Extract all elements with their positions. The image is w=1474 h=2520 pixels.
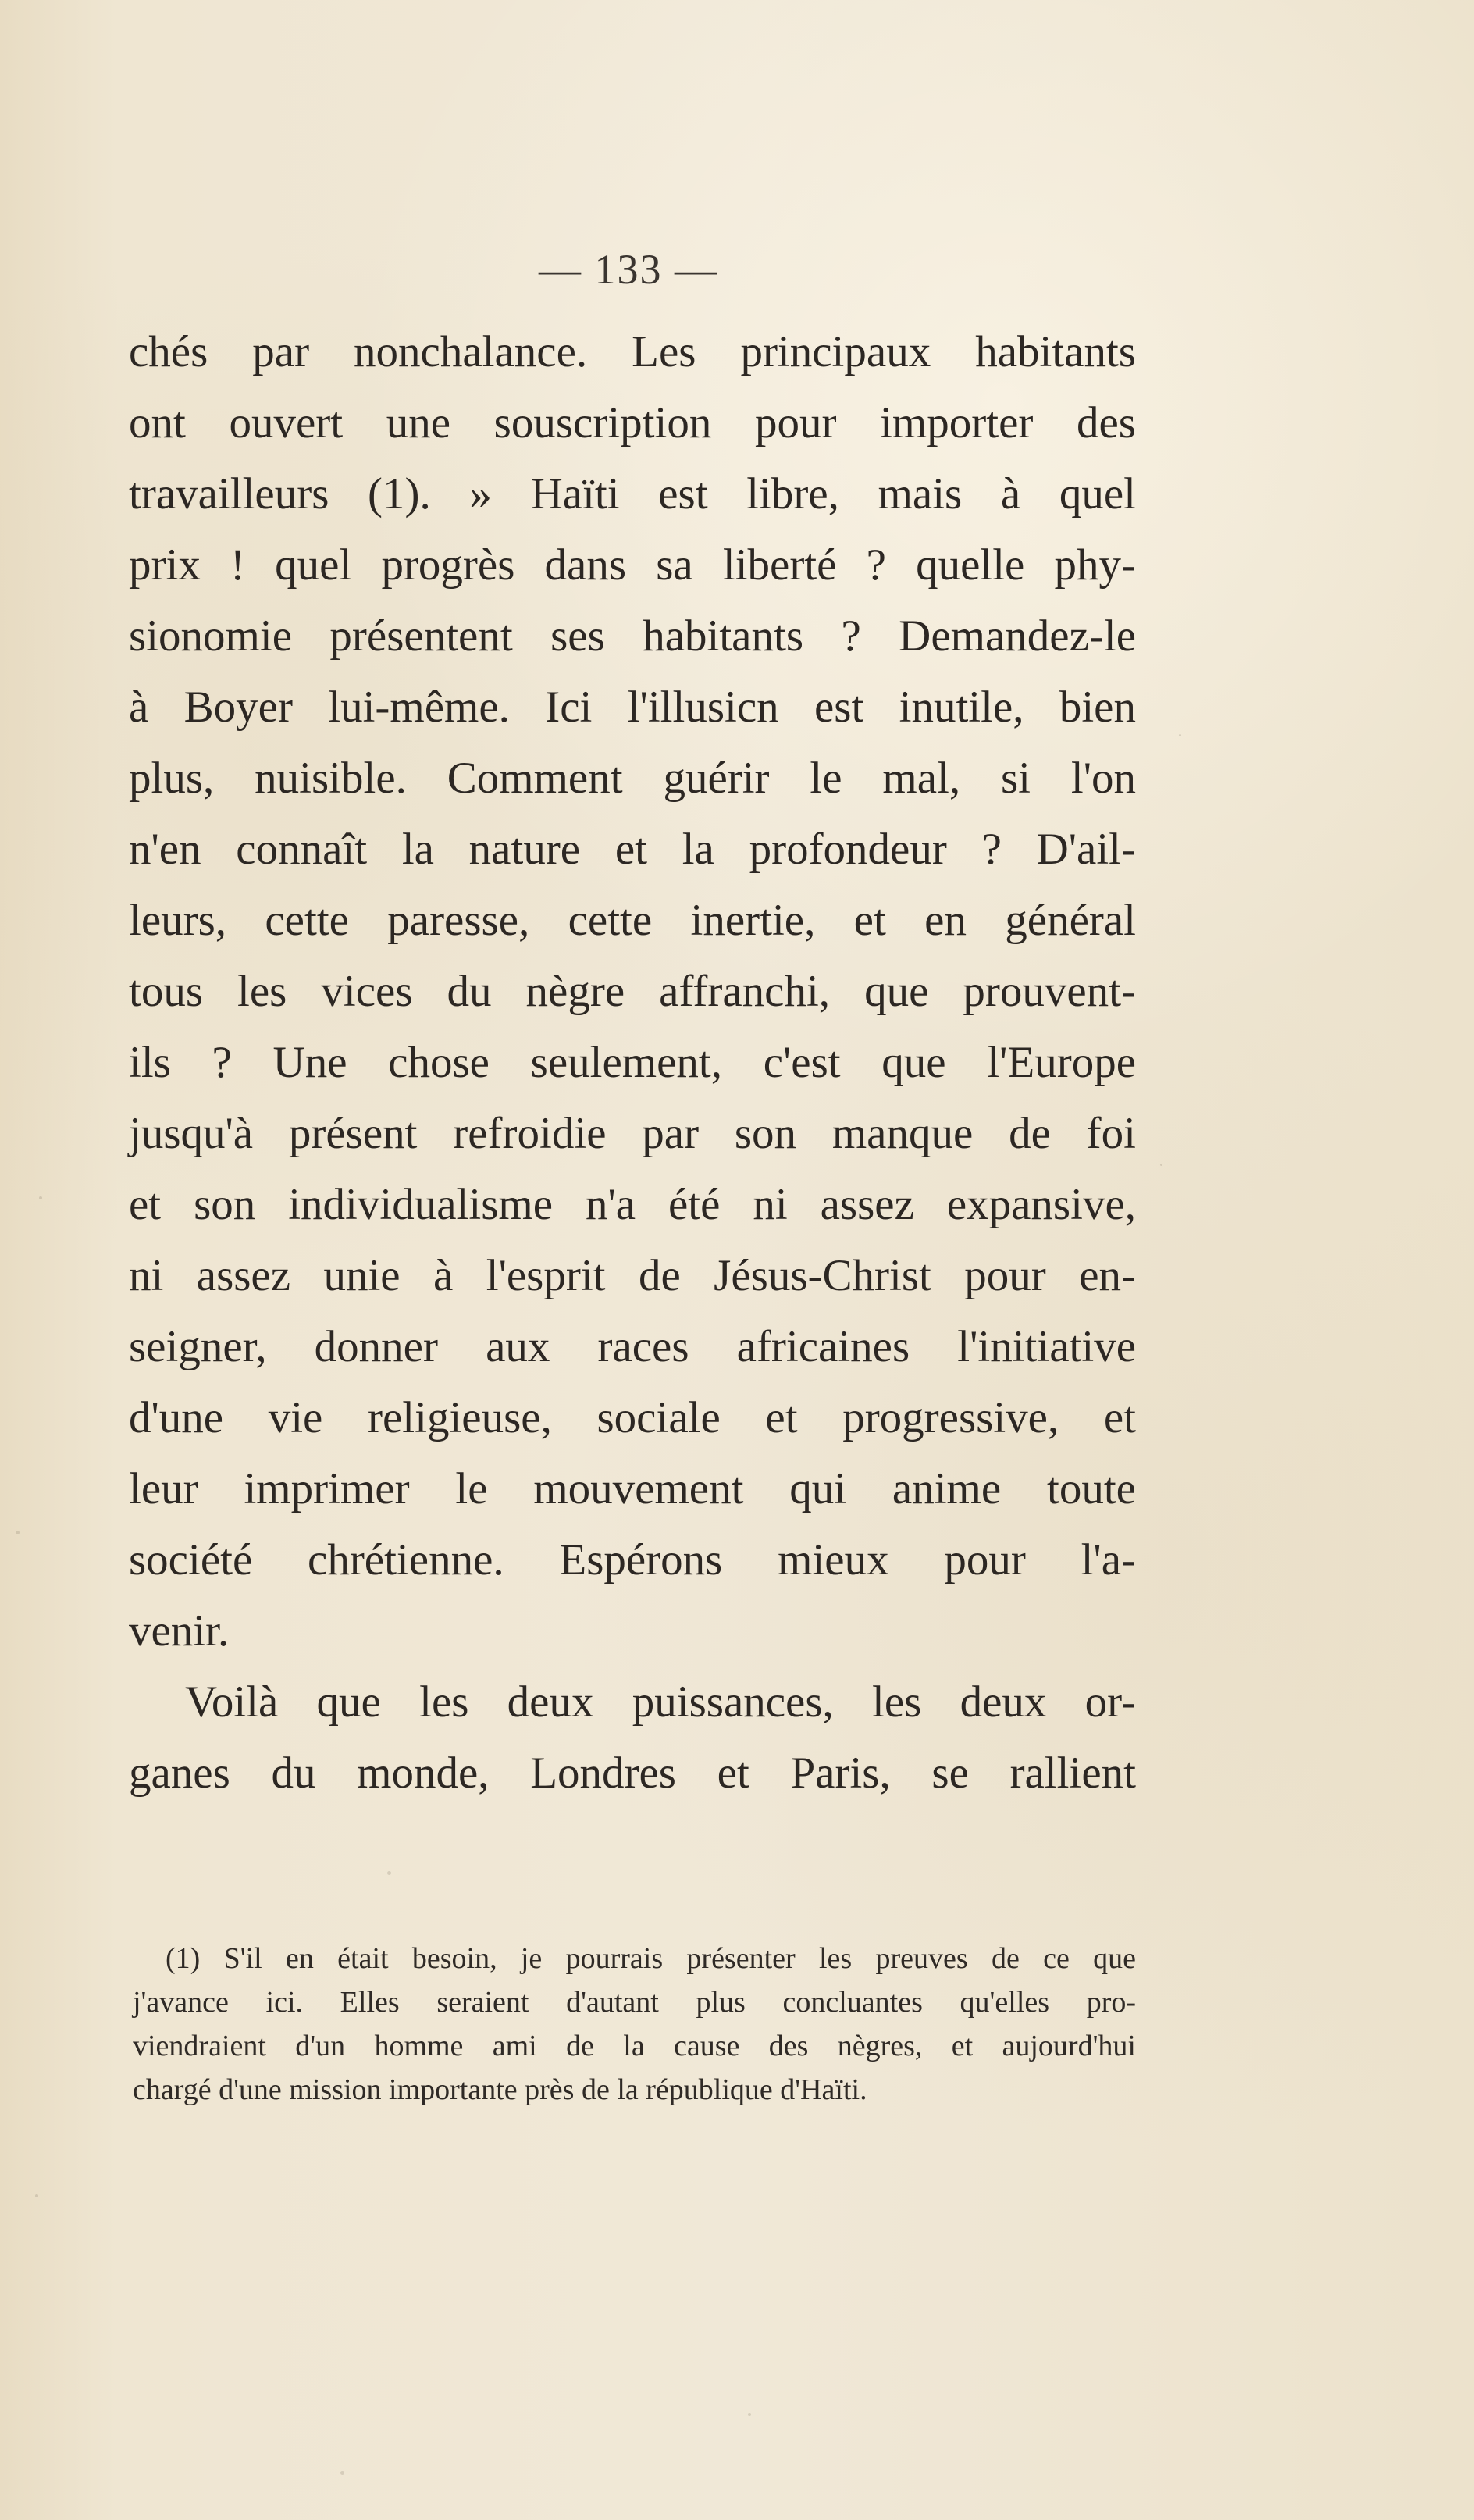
body-line: d'une vie religieuse, sociale et progressive, et: [129, 1393, 1136, 1442]
body-line: à Boyer lui-même. Ici l'illusicn est inutile, bien: [129, 683, 1136, 732]
body-line: société chrétienne. Espérons mieux pour l'a-: [129, 1535, 1136, 1584]
body-line: ni assez unie à l'esprit de Jésus-Christ pour en-: [129, 1251, 1136, 1300]
body-line: tous les vices du nègre affranchi, que prouvent-: [129, 967, 1136, 1016]
body-line: Voilà que les deux puissances, les deux or-: [185, 1677, 1136, 1727]
paper-speck: [16, 1531, 20, 1534]
body-line: leur imprimer le mouvement qui anime toute: [129, 1464, 1136, 1513]
body-line: jusqu'à présent refroidie par son manque de foi: [129, 1109, 1136, 1158]
body-line: leurs, cette paresse, cette inertie, et en général: [129, 896, 1136, 945]
body-line: sionomie présentent ses habitants ? Demandez-le: [129, 611, 1136, 661]
paper-speck: [35, 2194, 38, 2197]
paper-speck: [340, 2471, 344, 2475]
page-number: — 133 —: [539, 246, 718, 293]
body-line: ils ? Une chose seulement, c'est que l'Europe: [129, 1038, 1136, 1087]
body-line: prix ! quel progrès dans sa liberté ? quelle phy-: [129, 540, 1136, 590]
footnote-line: (1) S'il en était besoin, je pourrais présenter les preuves de ce que: [166, 1942, 1136, 1975]
body-line: plus, nuisible. Comment guérir le mal, si l'on: [129, 754, 1136, 803]
footnote-line: j'avance ici. Elles seraient d'autant plus concluantes qu'elles pro-: [133, 1986, 1136, 2019]
paper-speck: [387, 1871, 391, 1875]
paper-speck: [1160, 1164, 1162, 1166]
body-line: seigner, donner aux races africaines l'initiative: [129, 1322, 1136, 1371]
body-line: ont ouvert une souscription pour importer des: [129, 398, 1136, 447]
main-text: [129, 316, 1136, 1809]
paper-speck: [39, 1196, 42, 1199]
footnote-line: viendraient d'un homme ami de la cause des nègres, et aujourd'hui: [133, 2030, 1136, 2062]
paper-speck: [1179, 734, 1181, 736]
body-line: ganes du monde, Londres et Paris, se rallient: [129, 1748, 1136, 1798]
body-line: chés par nonchalance. Les principaux habitants: [129, 327, 1136, 376]
body-line: et son individualisme n'a été ni assez expansive,: [129, 1180, 1136, 1229]
body-line: travailleurs (1). » Haïti est libre, mais à quel: [129, 469, 1136, 519]
paper-speck: [748, 2413, 751, 2416]
body-line: venir.: [129, 1606, 230, 1656]
body-line: n'en connaît la nature et la profondeur ? D'ail-: [129, 825, 1136, 874]
footnote-block: [133, 1937, 1136, 2112]
footnote-line: chargé d'une mission importante près de la république d'Haïti.: [133, 2073, 867, 2106]
